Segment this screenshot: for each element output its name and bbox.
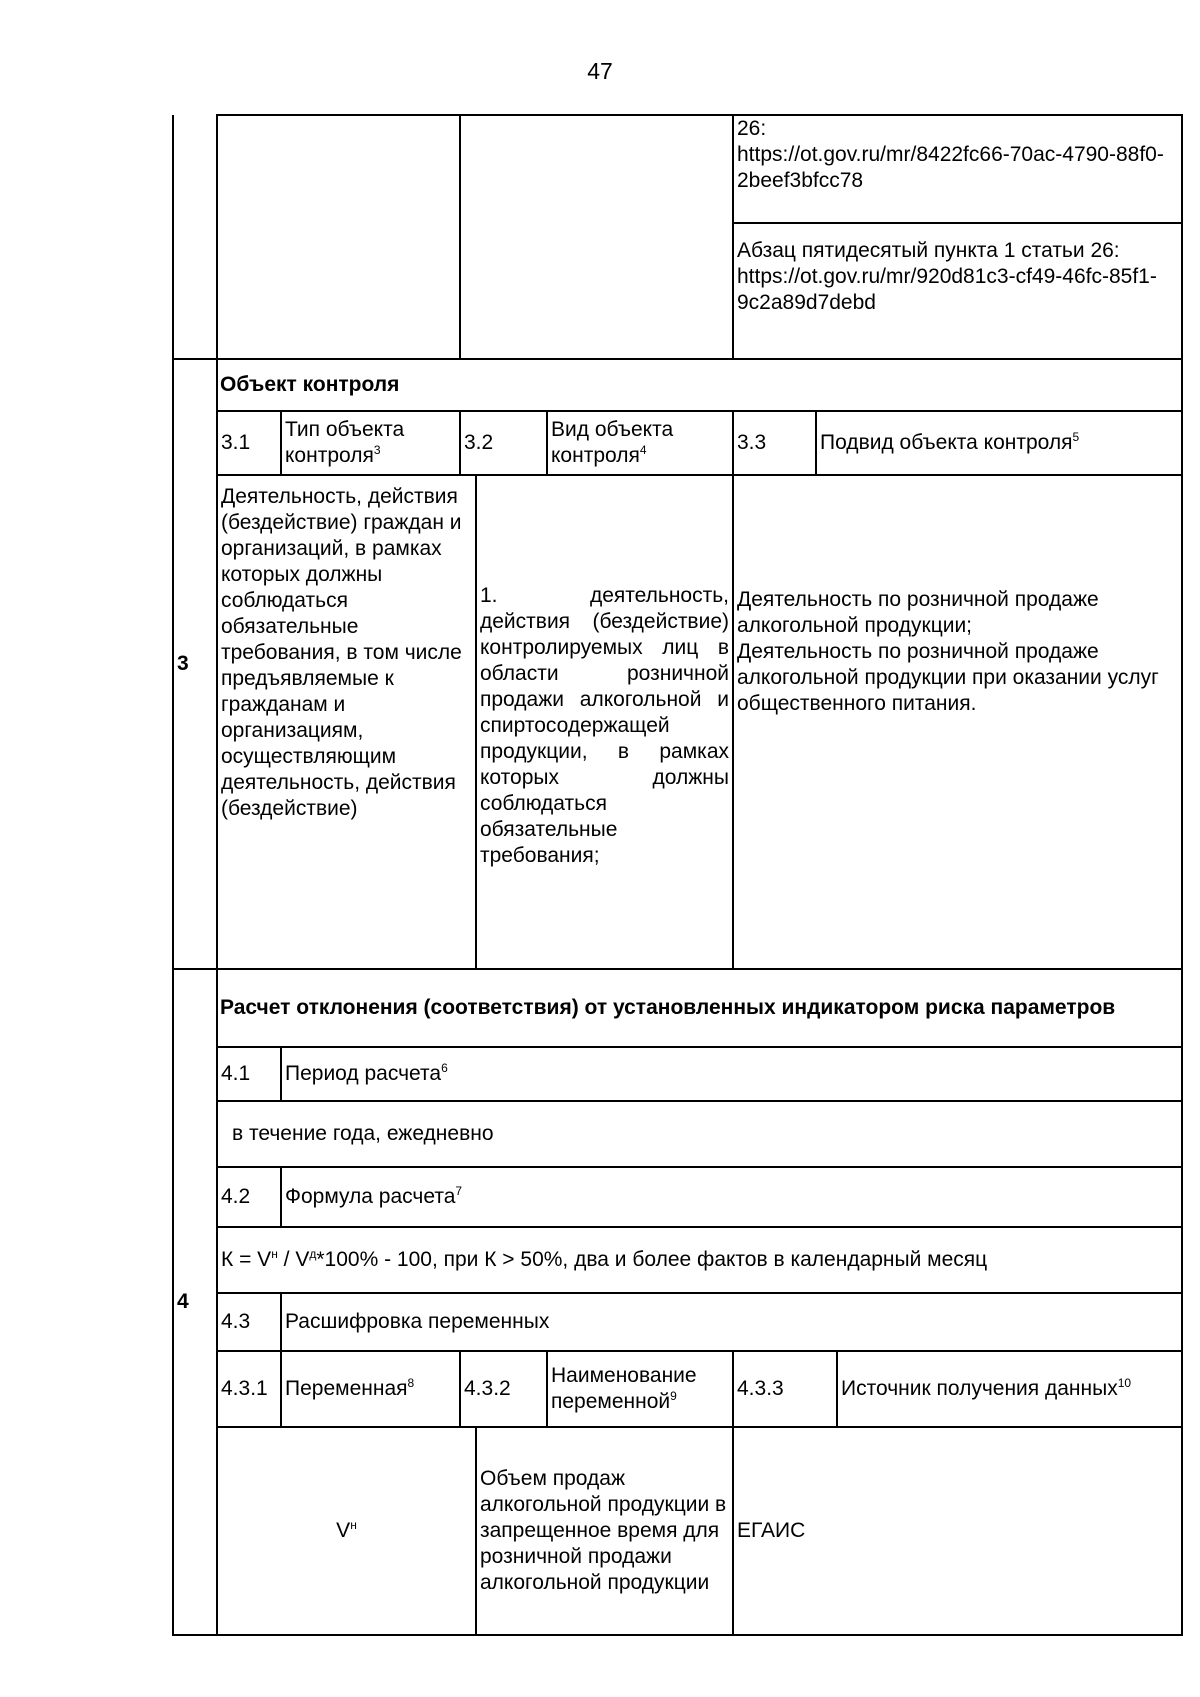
variable-source: ЕГАИС [733, 1427, 1182, 1635]
section-number: 4 [173, 969, 217, 1635]
object-type-value: Деятельность, действия (бездействие) граждан и организаций, в рамках которых должны соблюдаться обязательные требования, в том числе предъявляемые к гражданам и организациям, осуществляющим деятельность, действия (бездействие) [217, 475, 476, 969]
field-number: 4.2 [217, 1167, 281, 1227]
formula-value: $К = V^н / V^д*100\% - 100$, при К > 50%, два и более фактов в календарный месяц [217, 1227, 1182, 1293]
field-label: Вид объекта контроля$^4$ [547, 411, 733, 475]
reference-cell: Абзац пятидесятый пункта 1 статьи 26: https://ot.gov.ru/mr/920d81c3-cf49-46fc-85f1-9c2a89d7debd [733, 223, 1182, 359]
section-title: Объект контроля [217, 359, 1182, 411]
field-number: 3.2 [460, 411, 547, 475]
field-number: 4.3.2 [460, 1351, 547, 1427]
field-label: Наименование переменной$^9$ [547, 1351, 733, 1427]
period-value: в течение года, ежедневно [217, 1101, 1182, 1167]
field-label: Расшифровка переменных [281, 1293, 1182, 1351]
field-label: Источник получения данных$^{10}$ [837, 1351, 1182, 1427]
field-number: 4.3.1 [217, 1351, 281, 1427]
field-label: Подвид объекта контроля$^5$ [816, 411, 1182, 475]
object-subkind-value: Деятельность по розничной продаже алкогольной продукции; Деятельность по розничной продаже алкогольной продукции при оказании услуг общественного питания. [733, 475, 1182, 969]
field-label: Тип объекта контроля$^3$ [281, 411, 460, 475]
field-number: 3.3 [733, 411, 816, 475]
document-table [172, 114, 1183, 1636]
empty-cell [460, 115, 733, 359]
field-number: 4.3.3 [733, 1351, 837, 1427]
variable-symbol: $V^н$ [217, 1427, 476, 1635]
section-title: Расчет отклонения (соответствия) от установленных индикатором риска параметров [217, 969, 1182, 1047]
object-kind-value: 1. деятельность, действия (бездействие) контролируемых лиц в области розничной продажи алкогольной и спиртосодержащей продукции, в рамках которых должны соблюдаться обязательные требования; [476, 475, 733, 969]
field-label: Период расчета$^6$ [281, 1047, 1182, 1101]
section-number: 3 [173, 359, 217, 969]
page-number: 47 [587, 58, 613, 84]
field-label: Переменная$^8$ [281, 1351, 460, 1427]
variable-name: Объем продаж алкогольной продукции в запрещенное время для розничной продажи алкогольной продукции [476, 1427, 733, 1635]
field-number: 3.1 [217, 411, 281, 475]
left-margin-cell [173, 115, 217, 359]
field-number: 4.3 [217, 1293, 281, 1351]
field-label: Формула расчета$^7$ [281, 1167, 1182, 1227]
reference-cell: 26: https://ot.gov.ru/mr/8422fc66-70ac-4790-88f0-2beef3bfcc78 [733, 115, 1182, 223]
empty-cell [217, 115, 460, 359]
field-number: 4.1 [217, 1047, 281, 1101]
